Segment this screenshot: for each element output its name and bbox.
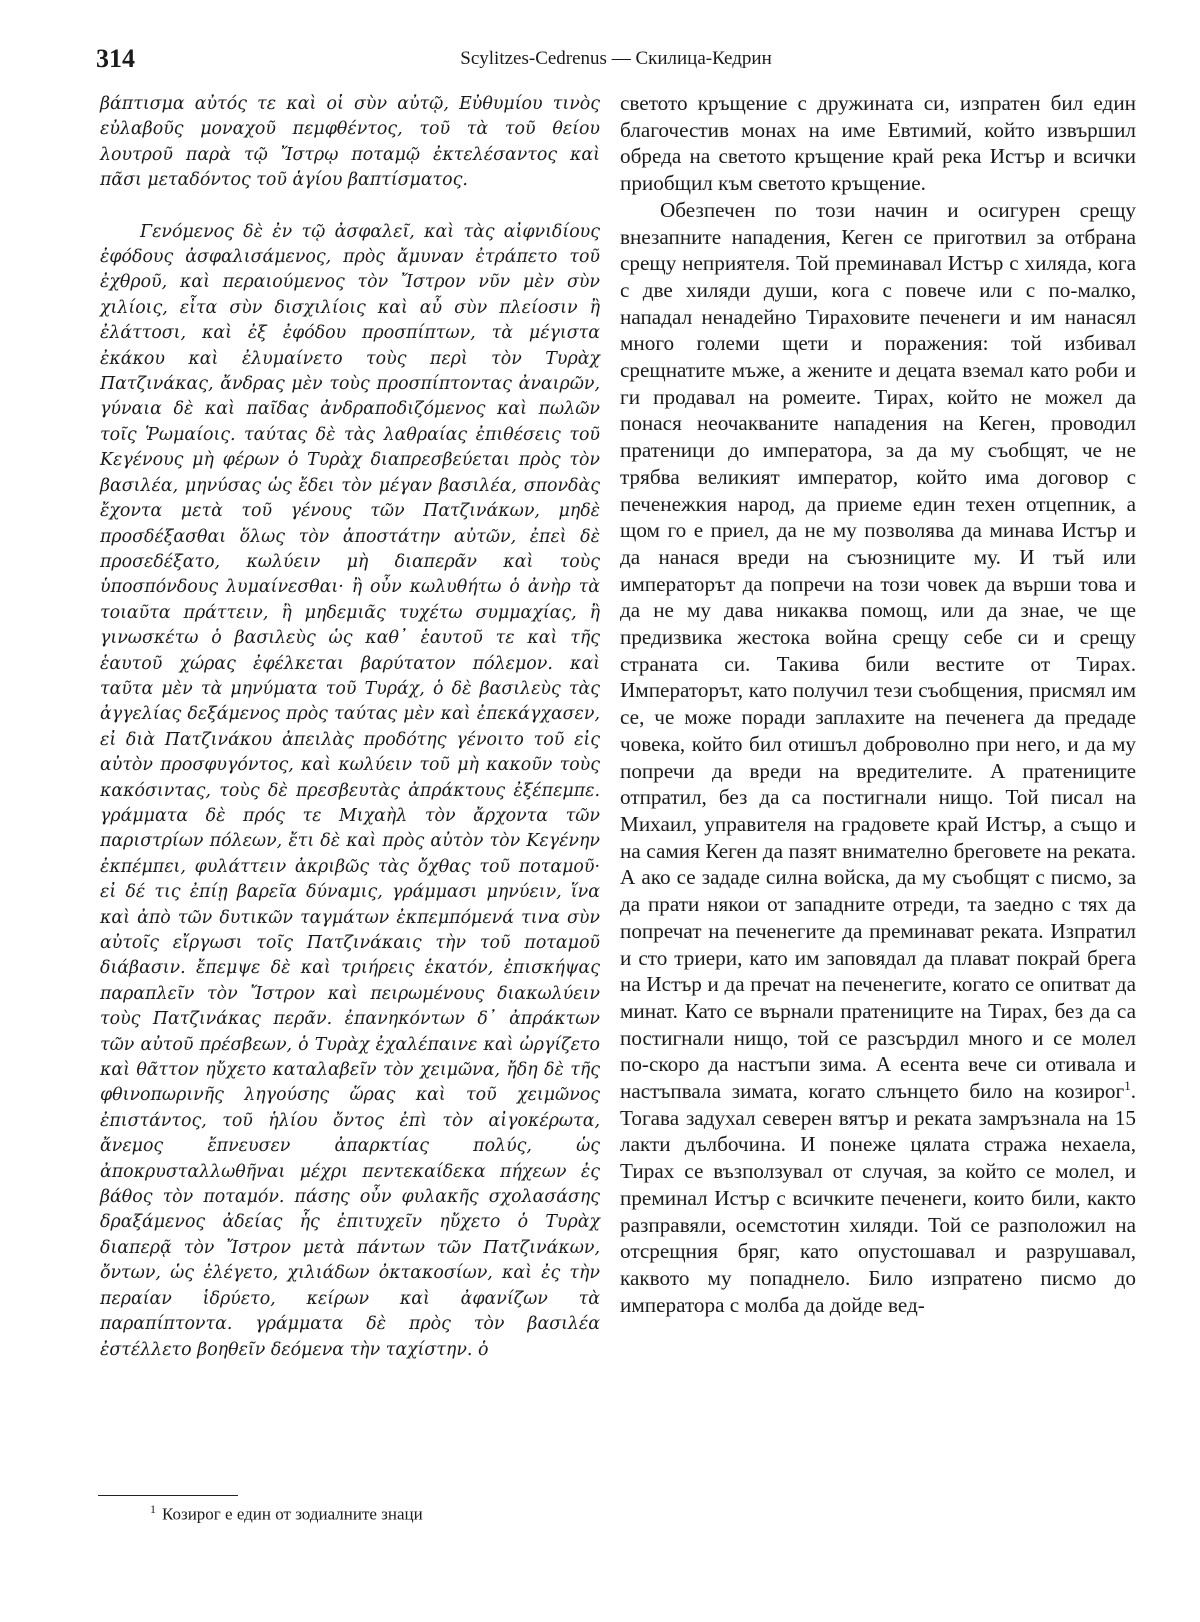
bulgarian-text-segment: Обезпечен по този начин и осигурен срещу внезапните нападения, Кеген се приготвил за отбрана срещу неприятеля. Той преминавал Истър с хиляда, кога с две хиляди души, кога с повече или с по-малко, нападал ненадейно Тираховите печенеги и им нанасял много големи щети и поражения: той избивал срещнатите мъже, а жените и децата вземал като роби и ги продавал на ромеите. Тирах, който не можел да понася неочакваните нападения на Кеген, проводил пратеници до императора, за да му съобщят, че не трябва великият император, който има договор с печенежкия народ, да приеме един техен отцепник, а щом го е приел, да не му позволява да минава Истър и да нанася вреди на съюзниците му. И тъй или императорът да попречи на този човек да върши това и да не му дава никаква помощ, или да знае, че ще предизвика жестока война срещу себе си и срещу страната си. Такива били вестите от Тирах. Императорът, като получил тези съобщения, присмял им се, че може поради заплахите на печенега да предаде човека, който бил отишъл доброволно при него, и да му попречи да вреди на вредителите. А пратениците отпратил, без да са постигнали нищо. Той писал на Михаил, управителя на градовете край Истър, а също и на самия Кеген да пазят внимателно бреговете на реката. А ако се зададе силна войска, да му съобщят с писмо, за да прати някои от западните отреди, та заедно с тях да попречат на печенегите да преминават реката. Изпратил и сто триери, като им заповядал да плават покрай брега на Истър и да пречат на печенегите, когато се опитват да минат. Като се върнали пратениците на Тирах, без да са постигнали нищо, той се разсърдил много и се молел по-скоро да настъпи зима. А есента вече си отивала и настъпвала зимата, когато слънцето било на козирог	[620, 197, 1136, 1104]
page-header	[96, 44, 1136, 84]
bulgarian-paragraph	[620, 197, 1136, 1319]
footnote-reference[interactable]: 1	[1124, 1077, 1131, 1093]
footnote-text: Козирог е един от зодиалните знаци	[162, 1504, 423, 1524]
running-title: Scylitzes-Cedrenus — Скилица-Кедрин	[460, 48, 772, 69]
greek-text-column	[100, 92, 600, 1363]
footnote-divider	[98, 1495, 238, 1496]
page-number: 314	[96, 44, 135, 73]
footnote-marker: 1	[150, 1502, 156, 1516]
bulgarian-text-segment: . Тогава задухал северен вятър и реката замръзнала на 15 лакти дълбочина. И понеже цялата стража нехаела, Тирах се възползувал от случая, за който се молел, и преминал Истър с всичките печенеги, които били, както разправяли, осемстотин хиляди. Той се разположил на отсрещния бряг, като опустошавал и разрушавал, каквото му попаднело. Било изпратено писмо до императора с молба да дойде вед-	[620, 1079, 1136, 1317]
bulgarian-translation-column	[620, 90, 1136, 1318]
greek-paragraph: βάπτισμα αὐτός τε καὶ οἱ σὺν αὐτῷ, Εὐθυμίου τινὸς εὐλαβοῦς μοναχοῦ πεμφθέντος, τοῦ τὰ τοῦ θείου λουτροῦ παρὰ τῷ Ἴστρῳ ποταμῷ ἐκτελέσαντος καὶ πᾶσι μεταδόντος τοῦ ἁγίου βαπτίσματος.	[100, 94, 600, 191]
greek-paragraph: Γενόμενος δὲ ἐν τῷ ἀσφαλεῖ, καὶ τὰς αἰφνιδίους ἐφόδους ἀσφαλισάμενος, πρὸς ἄμυναν ἐτράπετο τοῦ ἐχθροῦ, καὶ περαιούμενος τὸν Ἴστρον νῦν μὲν σὺν χιλίοις, εἶτα σὺν δισχιλίοις καὶ αὖ σὺν πλείοσιν ἢ ἐλάττοσι, καὶ ἐξ ἐφόδου προσπίπτων, τὰ μέγιστα ἐκάκου καὶ ἐλυμαίνετο τοὺς περὶ τὸν Τυρὰχ Πατζινάκας, ἄνδρας μὲν τοὺς προσπίπτοντας ἀναιρῶν, γύναια δὲ καὶ παῖδας ἀνδραποδιζόμενος καὶ πωλῶν τοῖς Ῥωμαίοις. ταύτας δὲ τὰς λαθραίας ἐπιθέσεις τοῦ Κεγένους μὴ φέρων ὁ Τυρὰχ διαπρεσβεύεται πρὸς τὸν βασιλέα, μηνύσας ὡς ἔδει τὸν μέγαν βασιλέα, σπονδὰς ἔχοντα μετὰ τοῦ γένους τῶν Πατζινάκων, μηδὲ προσδέξασθαι ὅλως τὸν ἀποστάτην αὐτῶν, ἐπεὶ δὲ προσεδέξατο, κωλύειν μὴ διαπερᾶν καὶ τοὺς ὑποσπόνδους λυμαίνεσθαι· ἢ οὖν κωλυθήτω ὁ ἀνὴρ τὰ τοιαῦτα πράττειν, ἢ μηδεμιᾶς τυχέτω συμμαχίας, ἢ γινωσκέτω ὁ βασιλεὺς ὡς καθ᾽ ἑαυτοῦ τε καὶ τῆς ἑαυτοῦ χώρας ἐφέλκεται βαρύτατον πόλεμον. καὶ ταῦτα μὲν τὰ μηνύματα τοῦ Τυράχ, ὁ δὲ βασιλεὺς τὰς ἀγγελίας δεξάμενος πρὸς ταύτας μὲν καὶ ἐπεκάγχασεν, εἰ διὰ Πατζινάκου ἀπειλὰς προδότης γένοιτο τοῦ εἰς αὐτὸν προσφυγόντος, καὶ κωλύειν τοῦ μὴ κακοῦν τοὺς κακόσιντας, τοὺς δὲ πρεσβευτὰς ἀπράκτους ἐξέπεμπε. γράμματα δὲ πρός τε Μιχαὴλ τὸν ἄρχοντα τῶν παριστρίων πόλεων, ἔτι δὲ καὶ πρὸς αὐτὸν τὸν Κεγένην ἐκπέμπει, φυλάττειν ἀκριβῶς τὰς ὄχθας τοῦ ποταμοῦ· εἰ δέ τις ἐπίῃ βαρεῖα δύναμις, γράμμασι μηνύειν, ἵνα καὶ ἀπὸ τῶν δυτικῶν ταγμάτων ἐκπεμπόμενά τινα σὺν αὐτοῖς εἴργωσι τοῖς Πατζινάκαις τὴν τοῦ ποταμοῦ διάβασιν. ἔπεμψε δὲ καὶ τριήρεις ἑκατόν, ἐπισκήψας παραπλεῖν τὸν Ἴστρον καὶ πειρωμένους διακωλύειν τοὺς Πατζινάκας περᾶν. ἐπανηκόντων δ᾽ ἀπράκτων τῶν αὐτοῦ πρέσβεων, ὁ Τυρὰχ ἐχαλέπαινε καὶ ὠργίζετο καὶ θᾶττον ηὔχετο καταλαβεῖν τὸν χειμῶνα, ἤδη δὲ τῆς φθινοπωρινῆς ληγούσης ὥρας καὶ τοῦ χειμῶνος ἐπιστάντος, τοῦ ἡλίου ὄντος ἐπὶ τὸν αἰγοκέρωτα, ἄνεμος ἔπνευσεν ἀπαρκτίας πολύς, ὡς ἀποκρυσταλλωθῆναι μέχρι πεντεκαίδεκα πήχεων ἐς βάθος τὸν ποταμόν. πάσης οὖν φυλακῆς σχολασάσης δραξάμενος ἀδείας ἧς ἐπιτυχεῖν ηὔχετο ὁ Τυρὰχ διαπερᾷ τὸν Ἴστρον μετὰ πάντων τῶν Πατζινάκων, ὄντων, ὡς ἐλέγετο, χιλιάδων ὀκτακοσίων, καὶ ἐς τὴν περαίαν ἱδρύετο, κείρων καὶ ἀφανίζων τὰ παραπίπτοντα. γράμματα δὲ πρὸς τὸν βασιλέα ἐστέλλετο βοηθεῖν δεόμενα τὴν ταχίστην. ὁ	[100, 221, 600, 1360]
bulgarian-paragraph: светото кръщение с дружината си, изпратен бил един благочестив монах на име Евтимий, който извършил обреда на светото кръщение край река Истър и всички приобщил към светото кръщение.	[620, 91, 1136, 196]
footnote	[150, 1502, 423, 1525]
